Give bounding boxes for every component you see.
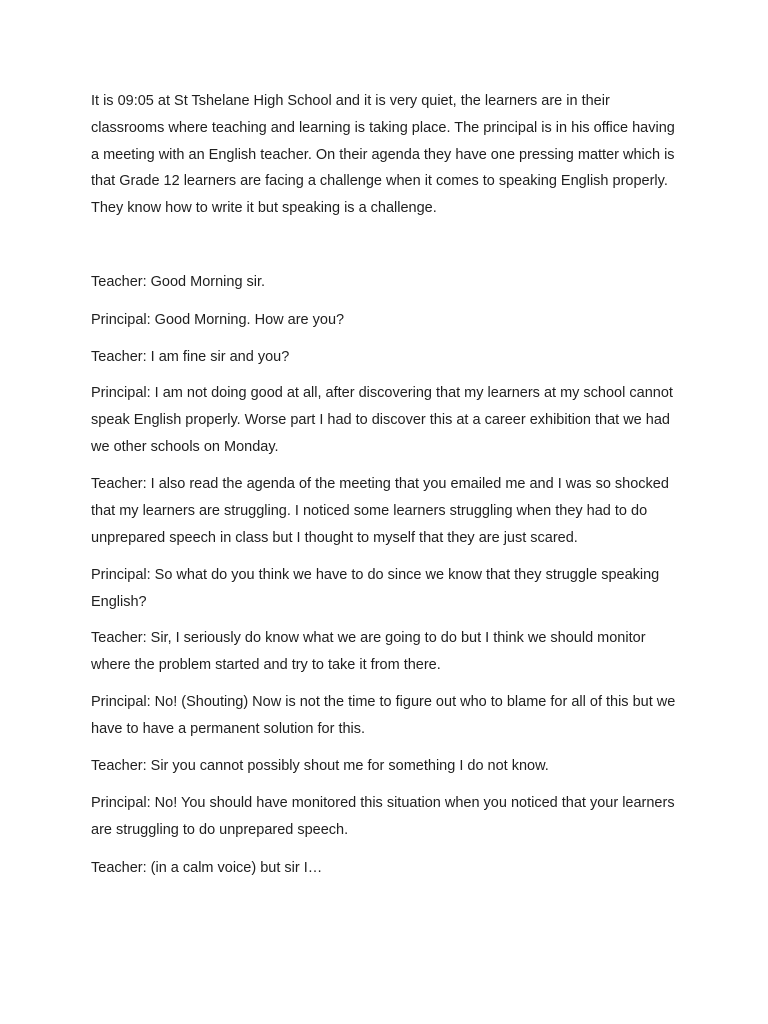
- dialogue-line-principal-concern: Principal: I am not doing good at all, after discovering that my learners at my school cannot speak English properly. Worse part I had to discover this at a career exhibition that we had we other schools on Monday.: [91, 385, 673, 455]
- dialogue-line-principal-question: Principal: So what do you think we have to do since we know that they struggle speaking English?: [91, 567, 660, 610]
- dialogue-line-principal-greeting: Principal: Good Morning. How are you?: [91, 312, 345, 328]
- intro-paragraph: It is 09:05 at St Tshelane High School and it is very quiet, the learners are in their classrooms where teaching and learning is taking place. The principal is in his office having a meeting with an English teacher. On their agenda they have one pressing matter which is that Grade 12 learners are facing a challenge when it comes to speaking English properly. They know how to write it but speaking is a challenge.: [91, 93, 675, 217]
- dialogue-line-principal-shouting: Principal: No! (Shouting) Now is not the time to figure out who to blame for all of this but we have to have a permanent solution for this.: [91, 694, 676, 737]
- dialogue-line-teacher-objection: Teacher: Sir you cannot possibly shout me for something I do not know.: [91, 758, 549, 774]
- dialogue-line-teacher-suggestion: Teacher: Sir, I seriously do know what we are going to do but I think we should monitor where the problem started and try to take it from there.: [91, 630, 646, 673]
- dialogue-line-teacher-greeting: Teacher: Good Morning sir.: [91, 274, 266, 290]
- dialogue-line-principal-blame: Principal: No! You should have monitored this situation when you noticed that your learners are struggling to do unprepared speech.: [91, 795, 675, 838]
- dialogue-line-teacher-agenda: Teacher: I also read the agenda of the meeting that you emailed me and I was so shocked that my learners are struggling. I noticed some learners struggling when they had to do unprepared speech in class but I thought to myself that they are just scared.: [91, 476, 669, 546]
- dialogue-line-teacher-calm: Teacher: (in a calm voice) but sir I…: [91, 860, 323, 876]
- dialogue-line-teacher-reply: Teacher: I am fine sir and you?: [91, 349, 290, 365]
